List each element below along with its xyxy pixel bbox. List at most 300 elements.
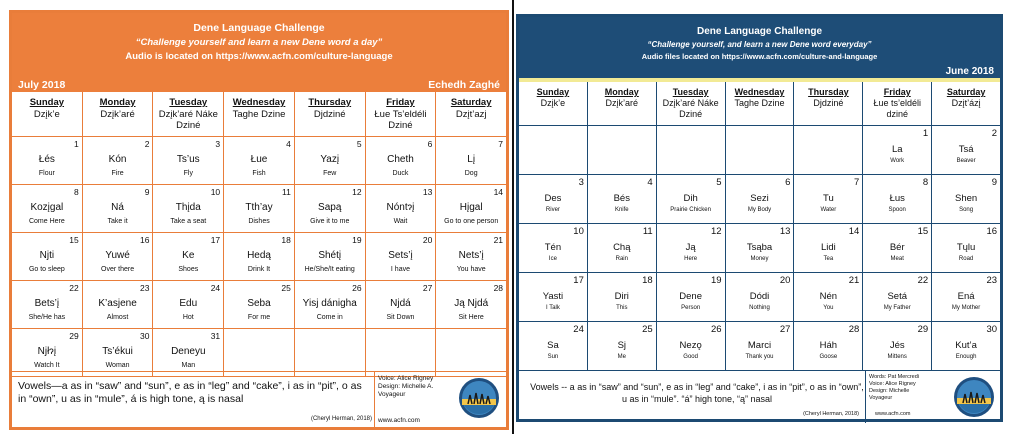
day-cell — [436, 329, 506, 377]
weekday-header-saturday — [436, 92, 506, 137]
day-cell — [794, 175, 863, 224]
day-cell — [224, 137, 295, 185]
day-number: 12 — [352, 187, 362, 197]
day-number: 5 — [356, 139, 362, 149]
july-credit: (Cheryl Herman, 2018) — [310, 416, 372, 422]
english-gloss: I Talk — [545, 305, 560, 311]
day-number: 30 — [139, 331, 150, 341]
english-gloss: Take it — [107, 218, 128, 225]
july-audio-line: Audio is located on https://www.acfn.com/culture-language — [125, 51, 393, 62]
dene-word: Sets’į — [388, 250, 413, 261]
day-cell — [588, 175, 657, 224]
june-side-credits: Words: Pat Mercredi Voice: Alice Rigney Design: Michelle Voyageur — [869, 374, 920, 401]
english-gloss: Money — [750, 256, 769, 262]
english-gloss: Fish — [252, 170, 266, 177]
week-row — [12, 281, 506, 329]
english-gloss: Spoon — [888, 207, 906, 213]
dene-word: Marci — [747, 340, 772, 351]
english-gloss: You have — [456, 266, 486, 273]
day-number: 29 — [69, 331, 79, 341]
weekday-header-monday — [588, 82, 657, 126]
day-number: 21 — [848, 275, 860, 286]
weekday-header-thursday — [794, 82, 863, 126]
dene-word: Chą — [613, 242, 631, 253]
dene-word: Njti — [39, 250, 55, 261]
day-number: 13 — [779, 226, 791, 237]
day-number: 11 — [282, 187, 291, 197]
dene-word: Ená — [957, 291, 975, 302]
day-cell — [726, 175, 795, 224]
day-cell — [726, 322, 795, 371]
english-gloss: Go to sleep — [28, 266, 65, 273]
day-number: 5 — [716, 177, 722, 188]
english-gloss: Tea — [823, 256, 834, 262]
dene-word: Kut’a — [955, 340, 977, 351]
acfn-logo-icon — [458, 377, 500, 419]
english-gloss: Flour — [38, 170, 55, 177]
dene-word: Tén — [544, 242, 562, 253]
day-number: 23 — [139, 283, 150, 293]
weekday-dene-name: Łue ts’eldéli dziné — [873, 98, 921, 119]
dene-word: Deneyu — [171, 346, 206, 357]
june-header — [519, 17, 1000, 78]
week-row — [12, 185, 506, 233]
dene-word: Ją Njdá — [454, 298, 489, 309]
english-gloss: Knife — [614, 207, 629, 213]
week-row — [12, 329, 506, 377]
day-number: 16 — [139, 235, 150, 245]
dene-word: Tu — [823, 193, 834, 204]
dene-word: Njłɂį — [37, 346, 57, 357]
day-cell — [224, 281, 295, 329]
july-month: July 2018 — [18, 79, 66, 91]
english-gloss: Fly — [183, 170, 193, 177]
english-gloss: Here — [684, 256, 698, 262]
dene-word: Bets’į — [34, 298, 60, 309]
day-cell — [726, 224, 795, 273]
dene-word: Ke — [182, 250, 195, 261]
english-gloss: River — [545, 207, 560, 213]
day-number: 31 — [210, 331, 221, 341]
english-gloss: Few — [323, 170, 337, 177]
english-gloss: Come in — [316, 314, 343, 321]
day-number: 4 — [647, 177, 653, 188]
day-cell — [436, 137, 506, 185]
day-number: 18 — [281, 235, 291, 245]
weekday-name: Thursday — [308, 97, 352, 108]
day-cell — [657, 175, 726, 224]
day-number: 26 — [711, 324, 722, 335]
weekday-header-row — [519, 82, 1000, 126]
dene-word: Ná — [111, 202, 124, 213]
english-gloss: Woman — [105, 362, 130, 369]
june-footer — [519, 370, 1000, 422]
weekday-dene-name: Djdziné — [813, 98, 844, 108]
weekday-dene-name: Taghe Dzine — [734, 98, 785, 108]
weekday-name: Saturday — [450, 97, 492, 108]
day-cell — [657, 126, 726, 175]
day-cell — [83, 185, 154, 233]
july-footer-divider — [374, 372, 375, 428]
dene-word: Hedą — [247, 250, 271, 261]
day-cell — [863, 224, 932, 273]
english-gloss: Good — [683, 354, 698, 360]
day-number: 8 — [73, 187, 79, 197]
english-gloss: Fire — [111, 170, 124, 177]
june-subtitle: “Challenge yourself, and learn a new Dene word everyday” — [647, 40, 872, 49]
english-gloss: Wait — [393, 218, 408, 225]
day-cell — [863, 175, 932, 224]
weekday-header-friday — [863, 82, 932, 126]
day-cell — [12, 329, 83, 377]
day-number: 15 — [69, 235, 79, 245]
weekday-dene-name: Dzįk’e — [540, 98, 566, 108]
dene-word: Yisj dánigha — [302, 298, 357, 309]
acfn-logo-icon — [953, 376, 995, 418]
day-cell — [657, 322, 726, 371]
week-row — [519, 224, 1000, 273]
day-cell — [224, 233, 295, 281]
english-gloss: Come Here — [28, 218, 65, 225]
dene-word: Yasti — [542, 291, 564, 302]
day-cell — [932, 273, 1000, 322]
day-number: 4 — [286, 139, 291, 149]
day-cell — [657, 224, 726, 273]
weekday-header-saturday — [932, 82, 1000, 126]
dene-word: Łés — [38, 154, 55, 165]
weekday-header-wednesday — [726, 82, 795, 126]
english-gloss: Mittens — [887, 354, 907, 360]
day-cell — [588, 224, 657, 273]
dene-word: Dódi — [749, 291, 770, 302]
day-cell — [83, 281, 154, 329]
day-cell — [863, 126, 932, 175]
weekday-header-friday — [366, 92, 437, 137]
day-number: 20 — [422, 235, 433, 245]
day-cell — [519, 224, 588, 273]
dene-word: Sezi — [750, 193, 769, 204]
day-cell — [224, 329, 295, 377]
day-cell — [519, 273, 588, 322]
day-cell — [588, 126, 657, 175]
day-number: 24 — [573, 324, 584, 335]
english-gloss: Person — [681, 305, 701, 311]
dene-word: K’asjene — [98, 298, 137, 309]
day-number: 11 — [642, 226, 653, 237]
dene-word: Nén — [819, 291, 838, 302]
day-cell — [366, 185, 437, 233]
day-number: 18 — [642, 275, 653, 286]
weekday-dene-name: Łue Ts’eldéli Dziné — [374, 109, 427, 131]
day-number: 17 — [573, 275, 584, 286]
day-number: 27 — [422, 283, 433, 293]
dene-word: Dih — [683, 193, 698, 204]
day-number: 21 — [493, 235, 504, 245]
day-number: 24 — [210, 283, 221, 293]
dene-word: Njdá — [390, 298, 411, 309]
day-number: 8 — [922, 177, 929, 188]
day-cell — [366, 329, 437, 377]
week-row — [519, 126, 1000, 175]
dene-word: Łus — [889, 193, 905, 204]
weekday-name: Thursday — [808, 87, 849, 97]
day-number: 1 — [73, 139, 79, 149]
dene-word: Tth’ay — [245, 202, 273, 213]
english-gloss: Work — [890, 158, 905, 164]
week-row — [519, 322, 1000, 371]
day-number: 2 — [991, 128, 998, 139]
dene-word: Des — [544, 193, 562, 204]
day-number: 27 — [779, 324, 791, 335]
day-number: 7 — [498, 139, 504, 149]
june-title: Dene Language Challenge — [696, 26, 823, 37]
day-number: 16 — [986, 226, 998, 237]
day-number: 13 — [422, 187, 433, 197]
dene-word: Bér — [889, 242, 905, 253]
english-gloss: Prairie Chicken — [670, 207, 711, 213]
english-gloss: Goose — [819, 354, 838, 360]
day-cell — [436, 281, 506, 329]
june-grid — [519, 82, 1000, 371]
day-cell — [794, 224, 863, 273]
day-number: 10 — [210, 187, 221, 197]
weekday-name: Monday — [604, 87, 639, 97]
dene-word: Shen — [954, 193, 978, 204]
weekday-header-sunday — [12, 92, 83, 137]
english-gloss: Rain — [615, 256, 628, 262]
weekday-header-thursday — [295, 92, 366, 137]
day-cell — [12, 137, 83, 185]
english-gloss: Dishes — [248, 218, 270, 225]
day-number: 7 — [854, 177, 860, 188]
day-number: 20 — [779, 275, 791, 286]
weekday-header-tuesday — [153, 92, 224, 137]
weekday-name: Saturday — [946, 87, 986, 97]
dene-word: Ją — [685, 242, 696, 253]
weekday-dene-name: Taghe Dzine — [232, 109, 286, 120]
day-number: 23 — [986, 275, 998, 286]
english-gloss: Water — [820, 207, 837, 213]
dene-word: La — [891, 144, 903, 155]
july-calendar — [9, 10, 509, 430]
day-number: 28 — [848, 324, 860, 335]
dene-word: Yuwé — [105, 250, 130, 261]
day-cell — [932, 126, 1000, 175]
dene-word: Łue — [250, 154, 268, 165]
day-number: 30 — [986, 324, 998, 335]
june-vowel-guide: Vowels -- a as in “saw” and “sun”, e as in “leg” and “cake”, i as in “pit”, o as in “own”, u as in “mule”. “á” high tone, “ą” nasal — [530, 382, 864, 404]
english-gloss: Take a seat — [170, 218, 207, 225]
weekday-header-tuesday — [657, 82, 726, 126]
day-cell — [83, 329, 154, 377]
dene-word: Tųlu — [956, 242, 976, 253]
day-cell — [436, 185, 506, 233]
day-cell — [153, 329, 224, 377]
dene-word: Lį — [467, 154, 476, 165]
weekday-header-wednesday — [224, 92, 295, 137]
dene-word: Diri — [614, 291, 629, 302]
day-cell — [519, 126, 588, 175]
day-number: 14 — [848, 226, 860, 237]
weekday-dene-name: Dzįk’aré Náke Dziné — [662, 98, 719, 119]
english-gloss: Duck — [392, 170, 409, 177]
june-credit: (Cheryl Herman, 2018) — [803, 411, 859, 417]
day-number: 6 — [785, 177, 791, 188]
day-number: 3 — [215, 139, 221, 149]
weekday-name: Tuesday — [169, 97, 208, 108]
english-gloss: Beaver — [956, 158, 976, 164]
day-cell — [588, 322, 657, 371]
day-cell — [588, 273, 657, 322]
day-cell — [224, 185, 295, 233]
july-title: Dene Language Challenge — [193, 22, 325, 34]
day-number: 22 — [917, 275, 929, 286]
day-cell — [726, 126, 795, 175]
day-number: 9 — [144, 187, 150, 197]
weekday-name: Monday — [99, 97, 136, 108]
june-audio-line: Audio files located on https://www.acfn.com/culture-and-language — [641, 52, 878, 61]
weekday-name: Tuesday — [672, 87, 709, 97]
english-gloss: Sun — [547, 354, 559, 360]
week-row — [12, 233, 506, 281]
day-cell — [863, 322, 932, 371]
weekday-dene-name: Dzįk’aré — [100, 109, 135, 120]
day-number: 12 — [711, 226, 722, 237]
day-cell — [83, 233, 154, 281]
day-cell — [794, 273, 863, 322]
day-number: 17 — [210, 235, 221, 245]
dene-word: Nets’į — [458, 250, 484, 261]
english-gloss: For me — [247, 314, 271, 321]
weekday-name: Friday — [386, 97, 415, 108]
english-gloss: Give it to me — [310, 218, 350, 225]
day-cell — [932, 175, 1000, 224]
english-gloss: I have — [390, 266, 410, 273]
english-gloss: Sit Down — [386, 314, 415, 321]
weekday-dene-name: Dzįt’ázį — [951, 98, 981, 108]
english-gloss: He/She/It eating — [304, 266, 355, 273]
english-gloss: Me — [617, 354, 626, 360]
dene-word: Sa — [547, 340, 559, 351]
day-cell — [153, 281, 224, 329]
june-footer-divider — [865, 371, 866, 423]
day-number: 29 — [917, 324, 929, 335]
dene-word: Kón — [108, 154, 127, 165]
june-calendar — [516, 14, 1003, 422]
english-gloss: Sit Here — [458, 314, 484, 321]
dene-word: Jés — [889, 340, 905, 351]
english-gloss: Nothing — [749, 305, 770, 311]
weekday-dene-name: Dzįk’aré — [605, 98, 639, 108]
day-number: 2 — [144, 139, 150, 149]
day-number: 19 — [711, 275, 722, 286]
dene-word: Nezǫ — [679, 340, 702, 351]
july-vowel-guide: Vowels—a as in “saw” and “sun”, e as in “leg” and “cake”, i as in “pit”, o as in “own”, u as in “mule”, á is high tone, ą is nasal — [18, 380, 362, 405]
day-cell — [436, 233, 506, 281]
day-cell — [295, 233, 366, 281]
day-number: 19 — [352, 235, 362, 245]
weekday-name: Sunday — [536, 87, 570, 97]
weekday-header-sunday — [519, 82, 588, 126]
day-cell — [657, 273, 726, 322]
weekday-dene-name: Djdziné — [313, 109, 346, 120]
weekday-header-row — [12, 92, 506, 137]
day-cell — [295, 185, 366, 233]
day-number: 6 — [427, 139, 433, 149]
dene-word: Shétį — [318, 250, 342, 261]
day-cell — [366, 281, 437, 329]
dene-word: Bés — [613, 193, 630, 204]
page-divider — [512, 0, 514, 434]
english-gloss: Go to one person — [444, 218, 499, 225]
english-gloss: My Body — [747, 207, 772, 213]
dene-word: Thįda — [175, 202, 201, 213]
weekday-name: Wednesday — [734, 87, 785, 97]
day-cell — [153, 185, 224, 233]
weekday-name: Wednesday — [232, 97, 286, 108]
english-gloss: She/He has — [28, 314, 66, 321]
day-cell — [366, 137, 437, 185]
dene-word: Lidi — [820, 242, 836, 253]
dene-word: Sapą — [318, 202, 342, 213]
dene-word: Ts’us — [176, 154, 200, 165]
july-footer — [12, 371, 506, 427]
day-number: 1 — [922, 128, 929, 139]
day-number: 25 — [642, 324, 653, 335]
dene-word: Tsá — [958, 144, 974, 155]
day-cell — [932, 224, 1000, 273]
week-row — [519, 273, 1000, 322]
day-number: 26 — [352, 283, 362, 293]
day-cell — [153, 137, 224, 185]
dene-word: Hįgal — [459, 202, 483, 213]
day-number: 15 — [917, 226, 929, 237]
day-number: 25 — [281, 283, 291, 293]
english-gloss: My Father — [883, 305, 911, 311]
day-number: 3 — [578, 177, 584, 188]
day-number: 28 — [493, 283, 504, 293]
july-subtitle: “Challenge yourself and learn a new Dene word a day” — [135, 37, 383, 48]
day-cell — [12, 185, 83, 233]
english-gloss: Thank you — [745, 354, 774, 360]
weekday-name: Sunday — [29, 97, 65, 108]
day-cell — [794, 126, 863, 175]
dene-word: Ts’ékui — [102, 346, 133, 357]
day-number: 10 — [573, 226, 584, 237]
english-gloss: Song — [959, 207, 974, 213]
day-number: 22 — [69, 283, 79, 293]
english-gloss: Dog — [464, 170, 478, 177]
day-cell — [519, 322, 588, 371]
dene-word: Yazį — [320, 154, 340, 165]
dene-word: Sj — [617, 340, 627, 351]
day-cell — [83, 137, 154, 185]
day-number: 14 — [493, 187, 504, 197]
day-cell — [153, 233, 224, 281]
english-gloss: Meat — [890, 256, 904, 262]
english-gloss: Shoes — [178, 266, 199, 273]
july-month-dene: Echedh Zaghé — [428, 79, 500, 91]
english-gloss: Over there — [101, 266, 135, 273]
english-gloss: Man — [181, 362, 196, 369]
dene-word: Tsąba — [746, 242, 773, 253]
day-number: 9 — [991, 177, 998, 188]
dene-word: Kozįgal — [30, 202, 64, 213]
dene-word: Nóntɂį — [386, 202, 415, 213]
june-website: www.acfn.com — [875, 411, 911, 417]
day-cell — [366, 233, 437, 281]
dene-word: Setá — [887, 291, 907, 302]
